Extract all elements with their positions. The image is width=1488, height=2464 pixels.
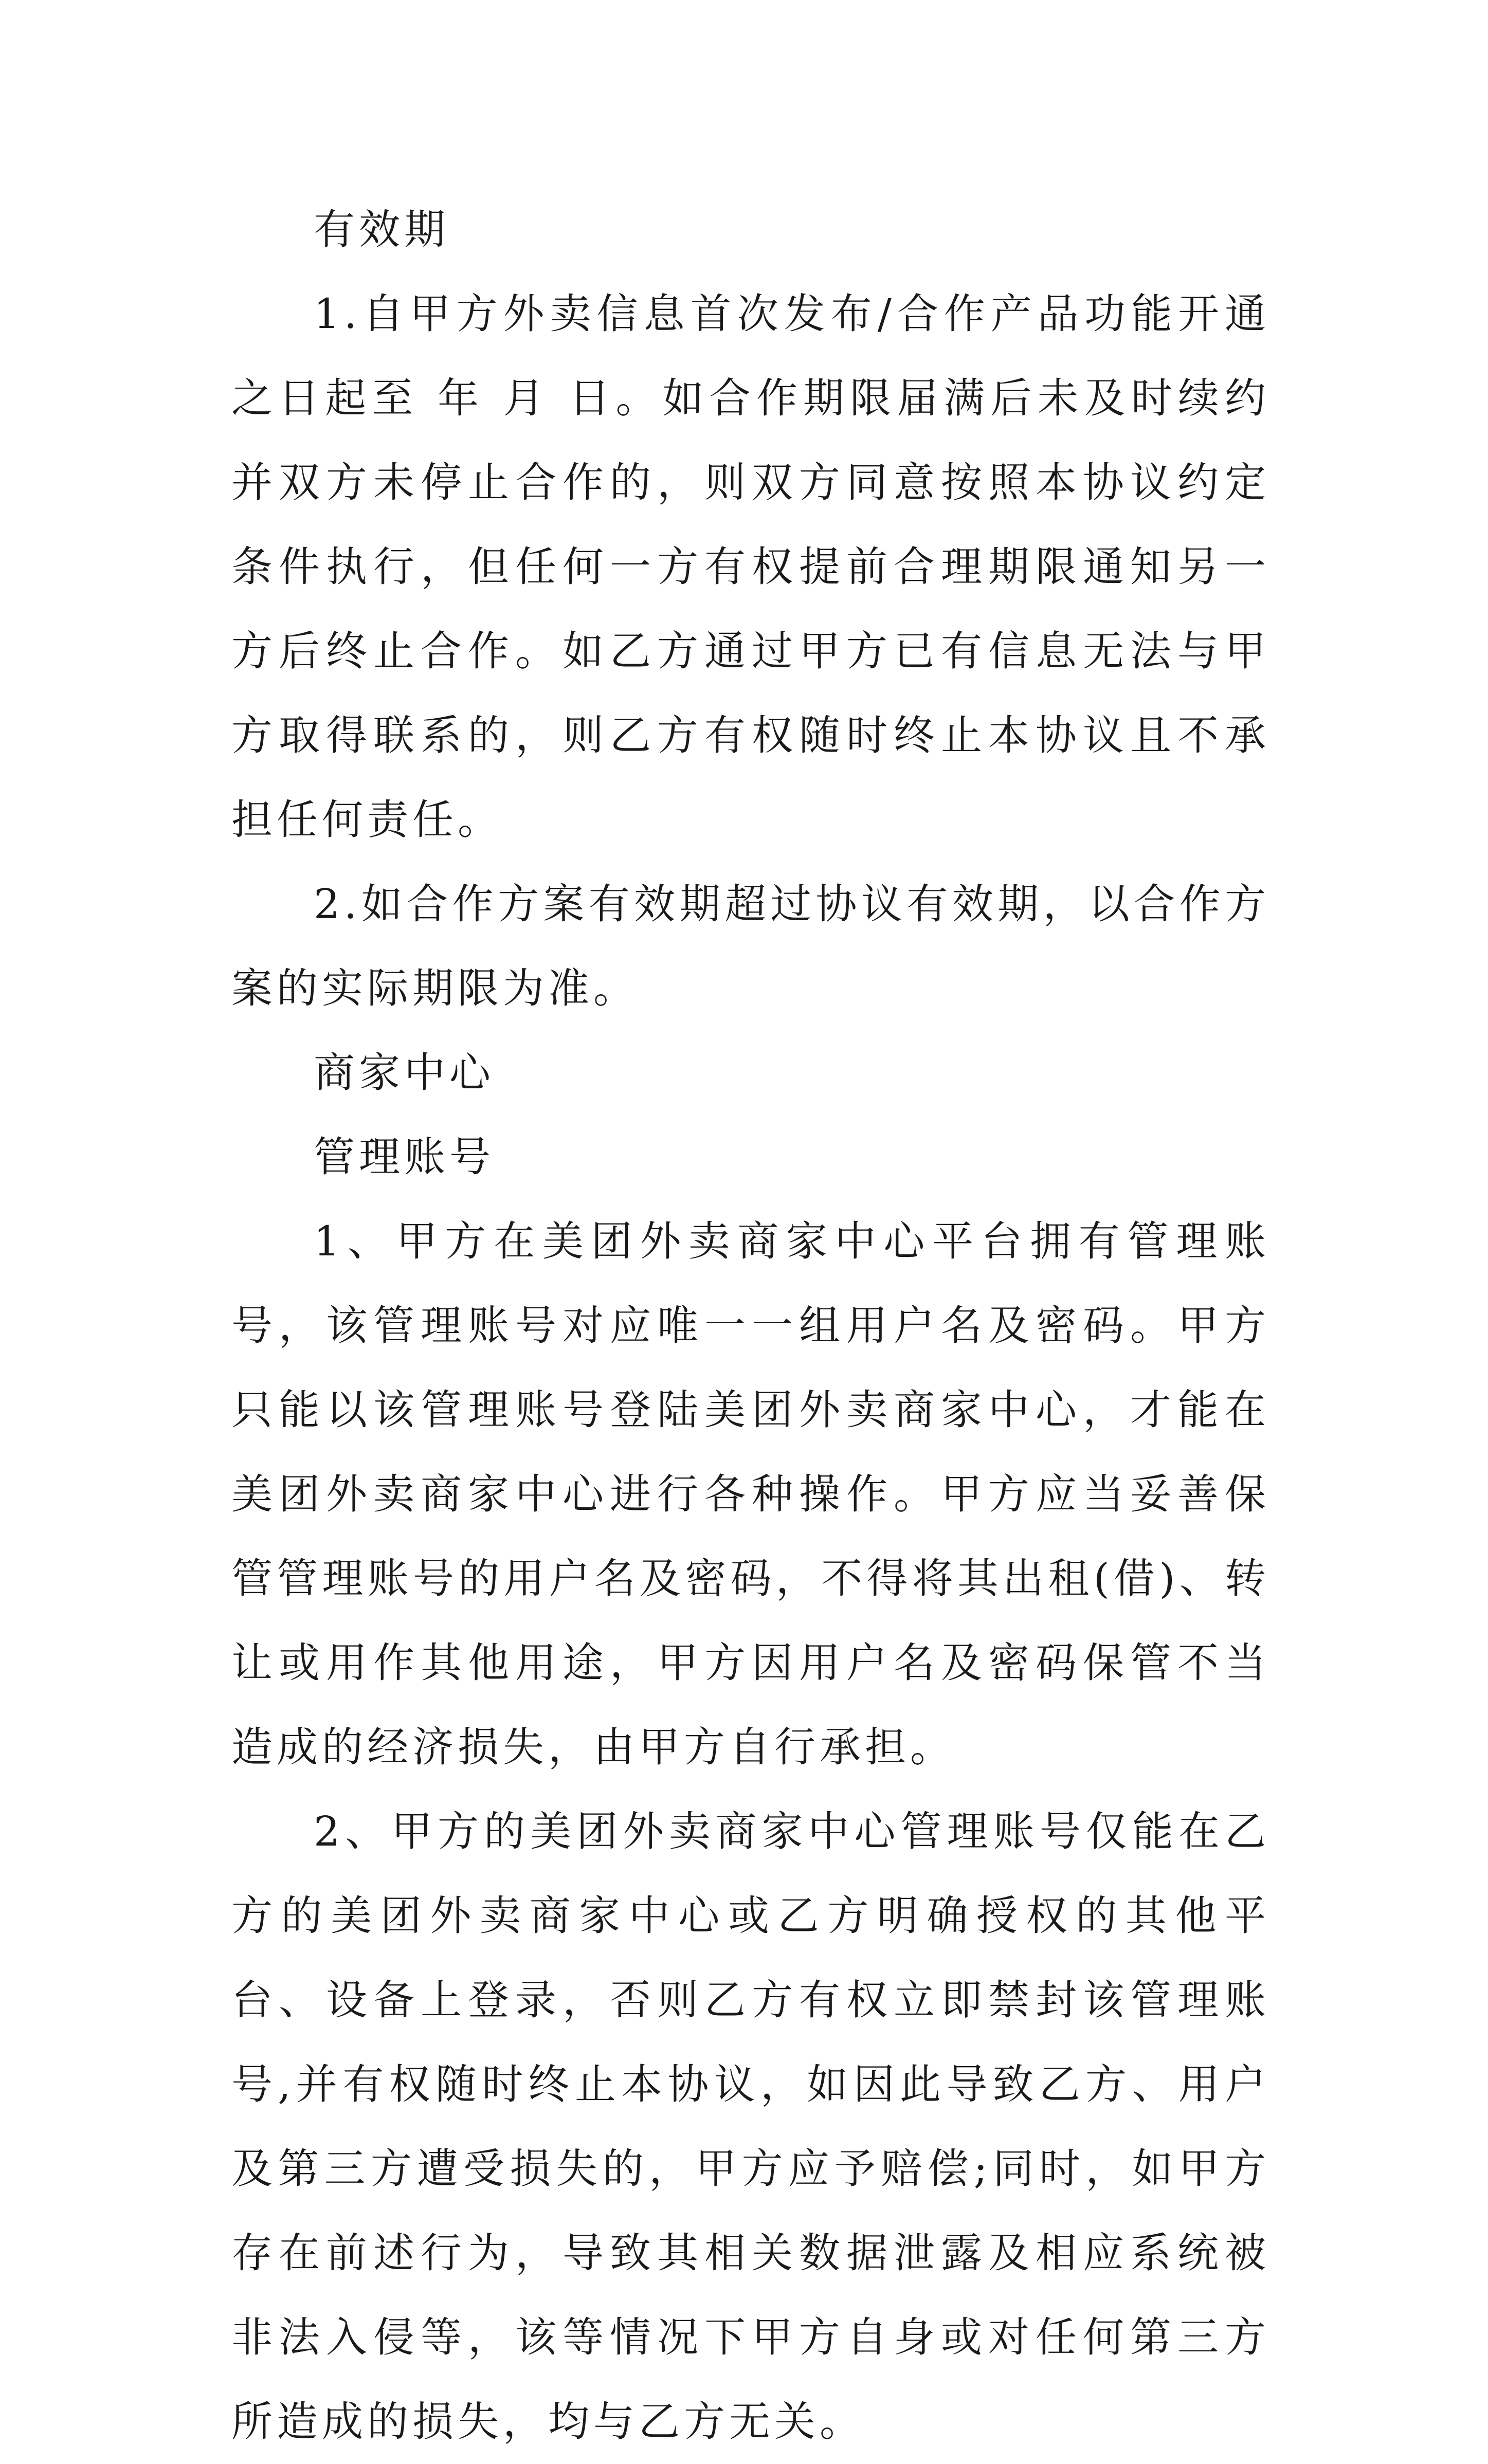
section-heading-validity: 有效期 — [314, 206, 449, 253]
validity-paragraph-2: 2.如合作方案有效期超过协议有效期，以合作方案的实际期限为准。 — [231, 880, 1270, 1012]
section-heading-merchant-center: 商家中心 — [314, 1049, 495, 1097]
document-body — [231, 188, 1270, 2464]
account-paragraph-1: 1、甲方在美团外卖商家中心平台拥有管理账号，该管理账号对应唯一一组用户名及密码。甲方只能以该管理账号登陆美团外卖商家中心，才能在美团外卖商家中心进行各种操作。甲方应当妥善保管管理账号的用户名及密码，不得将其出租(借)、转让或用作其他用途，甲方因用户名及密码保管不当造成的经济损失，由甲方自行承担。 — [231, 1217, 1270, 1771]
section-heading-account-management: 管理账号 — [314, 1133, 495, 1181]
account-paragraph-2: 2、甲方的美团外卖商家中心管理账号仅能在乙方的美团外卖商家中心或乙方明确授权的其他平台、设备上登录，否则乙方有权立即禁封该管理账号,并有权随时终止本协议，如因此导致乙方、用户及第三方遭受损失的，甲方应予赔偿;同时，如甲方存在前述行为，导致其相关数据泄露及相应系统被非法入侵等，该等情况下甲方自身或对任何第三方所造成的损失，均与乙方无关。 — [231, 1808, 1270, 2445]
validity-paragraph-1: 1.自甲方外卖信息首次发布/合作产品功能开通之日起至 年 月 日。如合作期限届满后未及时续约并双方未停止合作的，则双方同意按照本协议约定条件执行，但任何一方有权提前合理期限通知另一方后终止合作。如乙方通过甲方已有信息无法与甲方取得联系的，则乙方有权随时终止本协议且不承担任何责任。 — [231, 290, 1270, 844]
